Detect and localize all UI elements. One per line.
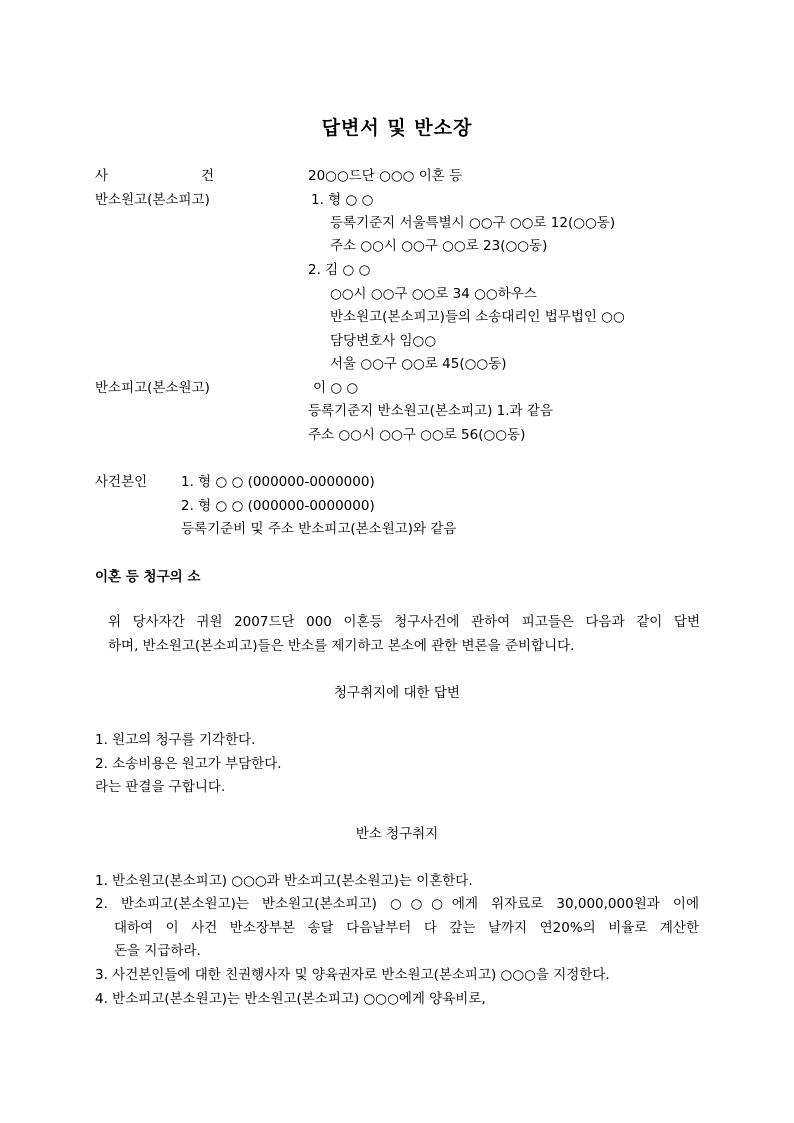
document-title: 답변서 및 반소장 [321,117,473,139]
case-label-char-1: 사 [95,168,109,184]
answer-heading: 청구취지에 대한 답변 [334,685,460,701]
counter-plaintiff-1-domicile: 등록기준지 서울특별시 ○○구 ○○로 12(○○동) [330,215,616,231]
counterclaim-item-4: 4. 반소피고(본소원고)는 반소원고(본소피고) ○○○에게 양육비로, [95,991,486,1007]
section-heading: 이혼 등 청구의 소 [95,569,201,585]
principal-2: 2. 형 ○ ○ (000000-0000000) [181,498,375,514]
principals-label: 사건본인 [95,474,148,490]
intro-line-1: 위 당사자간 귀원 2007드단 000 이혼등 청구사건에 관하여 피고들은 다음과 같이 답변 [108,614,700,630]
intro-line-2: 하며, 반소원고(본소피고)들은 반소를 제기하고 본소에 관한 변론을 준비합니다. [108,638,575,654]
counter-defendant-label: 반소피고(본소원고) [95,380,210,396]
counter-defendant-address: 주소 ○○시 ○○구 ○○로 56(○○동) [308,427,526,443]
attorney-address: 서울 ○○구 ○○로 45(○○동) [330,356,507,372]
counterclaim-item-2-line-1: 2. 반소피고(본소원고)는 반소원고(본소피고) ○○○에게 위자료로 30,000,000원과 이에 [95,896,699,912]
counter-plaintiff-label: 반소원고(본소피고) [95,192,210,208]
counterclaim-item-2-line-3: 돈을 지급하라. [114,943,201,959]
counter-plaintiff-2-name: 2. 김 ○ ○ [308,262,371,278]
counterclaim-item-3: 3. 사건본인들에 대한 친권행사자 및 양육권자로 반소원고(본소피고) ○○○을 지정한다. [95,967,610,983]
answer-closing: 라는 판결을 구합니다. [95,779,226,795]
counterclaim-item-2-line-2: 대하여 이 사건 반소장부본 송달 다음날부터 다 갚는 날까지 연20%의 비율로 계산한 [114,920,699,936]
principals-note: 등록기준비 및 주소 반소피고(본소원고)와 같음 [181,521,457,537]
counterclaim-item-1: 1. 반소원고(본소피고) ○○○과 반소피고(본소원고)는 이혼한다. [95,873,473,889]
case-number: 20○○드단 ○○○ 이혼 등 [308,168,463,184]
counter-plaintiff-1-address: 주소 ○○시 ○○구 ○○로 23(○○동) [330,238,548,254]
counterclaim-heading: 반소 청구취지 [355,826,439,842]
attorney-firm: 반소원고(본소피고)들의 소송대리인 법무법인 ○○ [330,309,625,325]
counter-plaintiff-2-address: ○○시 ○○구 ○○로 34 ○○하우스 [330,286,537,302]
principal-1: 1. 형 ○ ○ (000000-0000000) [181,474,375,490]
answer-item-1: 1. 원고의 청구를 기각한다. [95,732,256,748]
attorney-lawyer: 담당변호사 임○○ [330,333,437,349]
counter-defendant-name: 이 ○ ○ [313,380,359,396]
case-label-char-2: 건 [201,168,215,184]
counter-plaintiff-1-name: 1. 형 ○ ○ [311,192,374,208]
counter-defendant-domicile: 등록기준지 반소원고(본소피고) 1.과 같음 [308,403,553,419]
answer-item-2: 2. 소송비용은 원고가 부담한다. [95,756,282,772]
